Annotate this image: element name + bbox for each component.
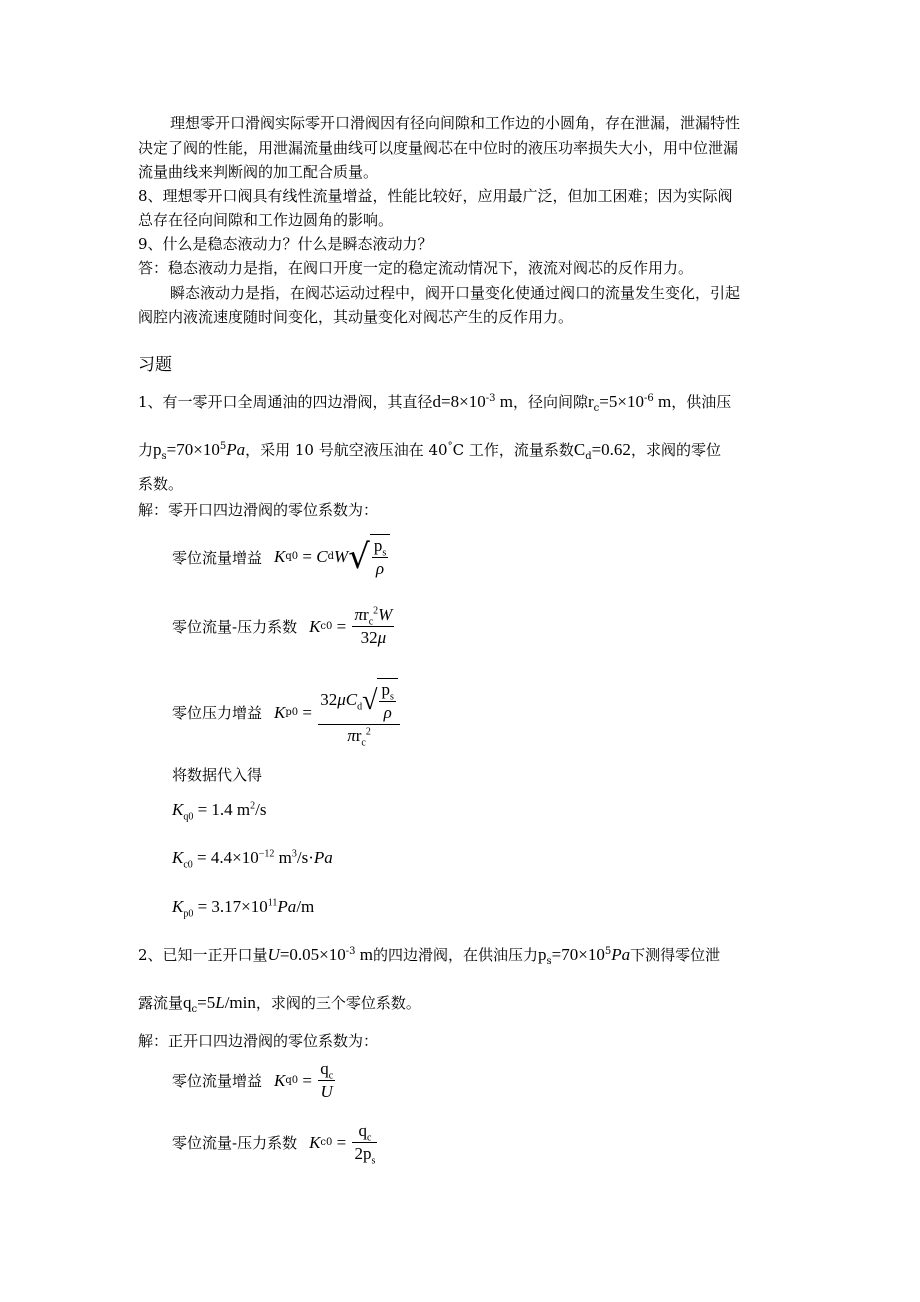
question-line: 9、什么是稳态液动力？什么是瞬态液动力？ — [138, 235, 433, 253]
formula-kc0-p2: 零位流量-压力系数 K c0 = $\frac{q_c}{2p_s}$ — [172, 1121, 376, 1167]
result-kp0: $K_{p0} = 3.17\times 10^{11}Pa/m$ — [172, 897, 315, 920]
result-kc0: $K_{c0} = 4.4\times 10^{-12}$ $m^3/s\cdot Pa$ — [172, 848, 333, 871]
paragraph-line: 理想零开口滑阀实际零开口滑阀因有径向间隙和工作边的小圆角，存在泄漏，泄漏特性 — [170, 114, 741, 132]
paragraph-line: 决定了阀的性能，用泄漏流量曲线可以度量阀芯在中位时的液压功率损失大小，用中位泄漏 — [138, 139, 739, 157]
answer-line: 阀腔内液流速度随时间变化，其动量变化对阀芯产生的反作用力。 — [138, 308, 574, 326]
answer-line: 瞬态液动力是指，在阀芯运动过程中，阀开口量变化使通过阀口的流量发生变化，引起 — [170, 284, 741, 302]
formula-kc0: 零位流量-压力系数 K c0 = $\frac{\pi r_c^2W}{32\mu}$ — [172, 605, 393, 647]
answer-line: 答：稳态液动力是指，在阀口开度一定的稳定流动情况下，液流对阀芯的反作用力。 — [138, 259, 694, 277]
formula-kq0-p2: 零位流量增益 K q0 = $\frac{q_c}{U}$ — [172, 1059, 334, 1101]
result-kq0: $K_{q0} = 1.4$ $m^2/s$ — [172, 800, 267, 823]
formula-label: 零位流量-压力系数 — [172, 618, 298, 636]
problem-1-line-1: 1、有一零开口全周通油的四边滑阀，其直径$d=8\times 10^{-3}$ m，径向间隙$r_c=5\times 10^{-6}$ m，供油压 — [138, 392, 732, 414]
formula-kq0: 零位流量增益 K q0 = C d W √ $\frac{p_s}{\rho}$ — [172, 534, 390, 580]
problem-2-line-1: 2、已知一正开口量$U=0.05\times 10^{-3}$ m的四边滑阀，在供油压力$p_s=70\times 10^5Pa$下测得零位泄 — [138, 945, 721, 967]
formula-label: 零位流量增益 — [172, 1072, 263, 1090]
paragraph-line: 总存在径向间隙和工作边圆角的影响。 — [138, 211, 394, 229]
formula-label: 零位压力增益 — [172, 704, 263, 722]
problem-1-line-3: 系数。 — [138, 475, 184, 493]
paragraph-line: 流量曲线来判断阀的加工配合质量。 — [138, 163, 379, 181]
formula-label: 零位流量-压力系数 — [172, 1134, 298, 1152]
problem-1-line-2: 力$p_s=70\times 10^5Pa$，采用 10 号航空液压油在 40°C 工作，流量系数$C_d=0.62$，求阀的零位 — [138, 440, 721, 462]
solution-line-2: 解：正开口四边滑阀的零位系数为： — [138, 1032, 379, 1050]
formula-kp0: 零位压力增益 K p0 = $32\mu C_d√$ $\frac{p_s}{\rho}$ $\pi r_c^2$ — [172, 678, 402, 747]
problem-2-line-2: 露流量$q_c=5L/\min$，求阀的三个零位系数。 — [138, 993, 421, 1015]
paragraph-line: 8、理想零开口阀具有线性流量增益，性能比较好，应用最广泛，但加工困难；因为实际阀 — [138, 187, 733, 205]
section-title: 习题 — [138, 355, 172, 375]
formula-label: 零位流量增益 — [172, 548, 263, 567]
substitute-line: 将数据代入得 — [172, 766, 263, 784]
solution-line: 解：零开口四边滑阀的零位系数为： — [138, 501, 379, 519]
